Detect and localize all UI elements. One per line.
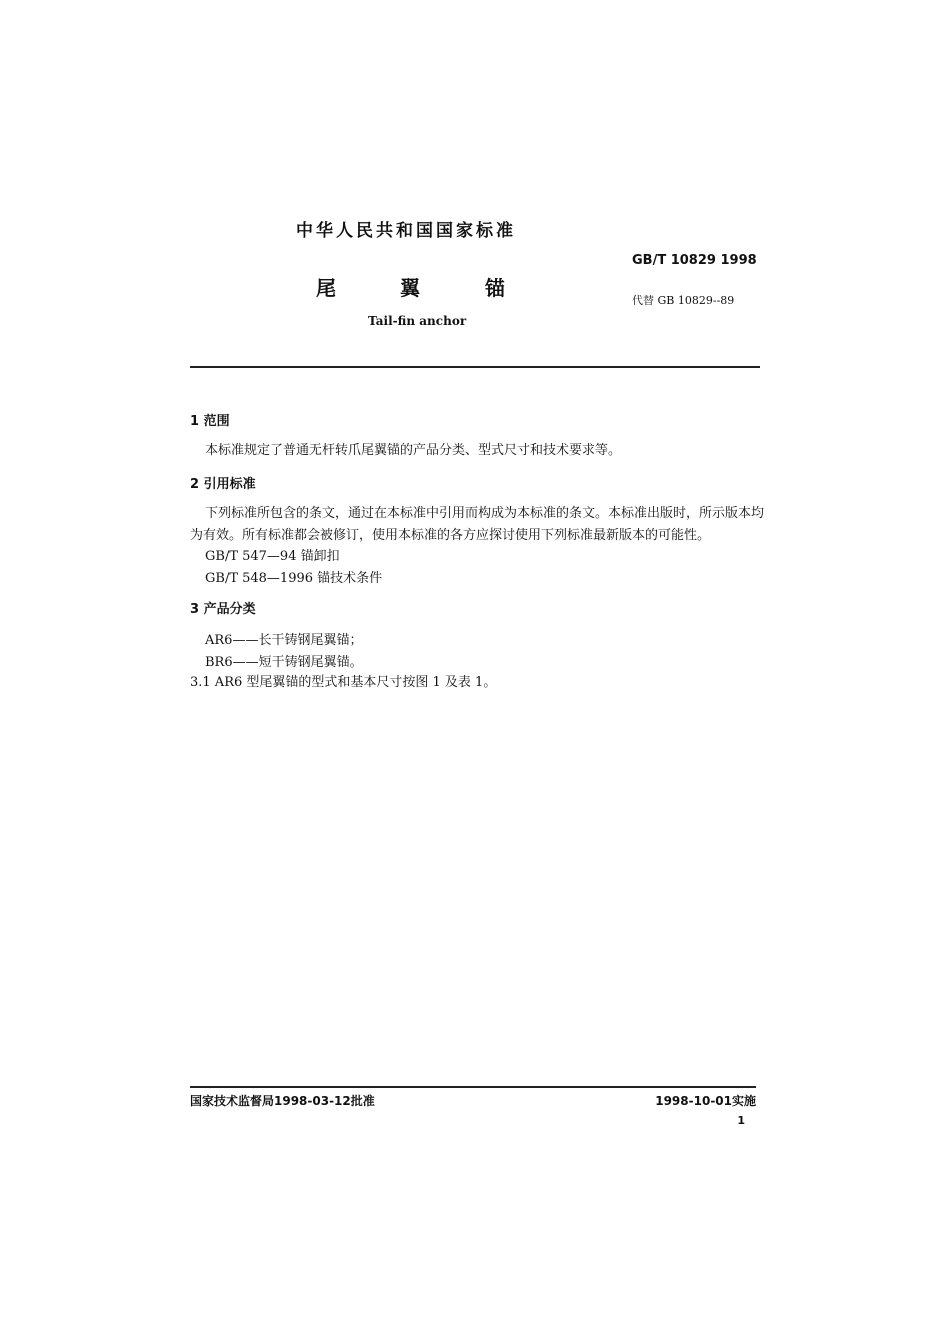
section-2-body-line2: 为有效。所有标准都会被修订，使用本标准的各方应探讨使用下列标准最新版本的可能性。 xyxy=(190,528,711,543)
title-english: Tail-fin anchor xyxy=(368,314,467,328)
section-1-heading: 1 范围 xyxy=(190,414,230,429)
section-1-body: 本标准规定了普通无杆转爪尾翼锚的产品分类、型式尺寸和技术要求等。 xyxy=(205,443,622,458)
class-item-br6: BR6——短干铸钢尾翼锚。 xyxy=(205,655,363,670)
effective-date: 1998-10-01实施 xyxy=(655,1094,756,1108)
title-char-2: 翼 xyxy=(400,276,420,300)
footer-rule xyxy=(190,1086,756,1088)
approval-date: 国家技术监督局1998-03-12批准 xyxy=(190,1094,375,1108)
header-rule xyxy=(190,366,760,368)
national-standard-heading: 中华人民共和国国家标准 xyxy=(296,221,516,241)
section-3-heading: 3 产品分类 xyxy=(190,602,256,617)
replaces-note: 代替 GB 10829--89 xyxy=(632,294,735,307)
title-char-3: 锚 xyxy=(485,276,505,300)
title-char-1: 尾 xyxy=(316,276,336,300)
standard-code: GB/T 10829 1998 xyxy=(632,253,757,268)
page-number: 1 xyxy=(737,1114,745,1127)
reference-2: GB/T 548—1996 锚技术条件 xyxy=(205,571,383,586)
section-2-body-line1: 下列标准所包含的条文，通过在本标准中引用而构成为本标准的条文。本标准出版时，所示版本均 xyxy=(205,506,765,521)
section-2-heading: 2 引用标准 xyxy=(190,477,256,492)
section-3-1: 3.1 AR6 型尾翼锚的型式和基本尺寸按图 1 及表 1。 xyxy=(190,675,497,690)
class-item-ar6: AR6——长干铸钢尾翼锚； xyxy=(205,633,363,648)
reference-1: GB/T 547—94 锚卸扣 xyxy=(205,549,340,564)
